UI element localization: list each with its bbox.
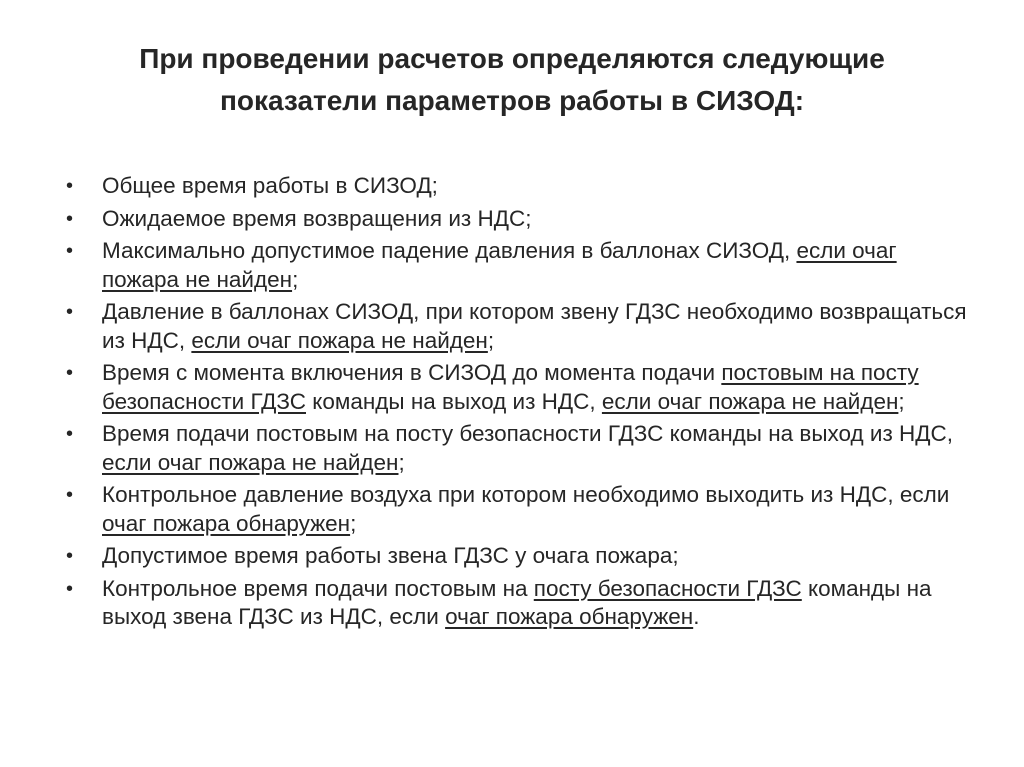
bullet-item <box>62 237 974 294</box>
text-segment: ; <box>292 266 299 292</box>
text-segment: ; <box>487 327 495 353</box>
bullet-item <box>62 172 974 201</box>
text-segment: Контрольное время подачи постовым на <box>102 575 534 601</box>
bullet-dot-icon: • <box>66 175 74 197</box>
bullet-item <box>62 420 974 477</box>
bullet-item <box>62 359 974 416</box>
bullet-dot-icon: • <box>66 362 74 384</box>
text-segment: ; <box>350 510 357 536</box>
text-segment: Контрольное давление воздуха при котором необходимо выходить из НДС, если <box>102 482 950 507</box>
bullet-item <box>62 481 974 538</box>
underlined-phrase: очаг пожара обнаружен <box>102 510 351 536</box>
bullet-text <box>102 299 967 353</box>
bullet-text <box>102 482 949 536</box>
text-segment: ; <box>898 388 905 414</box>
underlined-phrase: если очаг пожара не найден <box>102 449 399 475</box>
slide-title <box>60 38 964 122</box>
text-segment: Ожидаемое время возвращения из НДС; <box>102 205 532 231</box>
text-segment: Допустимое время работы звена ГДЗС у очага пожара; <box>102 543 679 568</box>
text-segment: Время с момента включения в СИЗОД до момента подачи <box>102 360 722 385</box>
underlined-phrase: очаг пожара обнаружен <box>445 604 694 629</box>
bullet-text <box>102 576 932 630</box>
underlined-phrase: постовым на посту безопасности ГДЗС <box>102 360 919 414</box>
text-segment: Время подачи постовым на посту безопасности ГДЗС команды на выход из НДС, <box>102 421 954 446</box>
bullet-dot-icon: • <box>66 207 74 230</box>
bullet-dot-icon: • <box>66 577 74 600</box>
text-segment: Давление в баллонах СИЗОД, при котором звену ГДЗС необходимо возвращаться из НДС, <box>102 299 967 353</box>
bullet-dot-icon: • <box>66 240 74 262</box>
bullet-dot-icon: • <box>66 301 74 323</box>
bullet-dot-icon: • <box>66 423 74 445</box>
bullet-item <box>62 542 974 571</box>
bullet-item <box>62 205 974 234</box>
title-line-1: При проведении расчетов определяются следующие <box>139 43 885 74</box>
text-segment: . <box>693 604 700 629</box>
bullet-text <box>102 360 919 414</box>
underlined-phrase: если очаг пожара не найден <box>191 327 488 353</box>
text-segment: Максимально допустимое падение давления в баллонах СИЗОД, <box>102 238 797 263</box>
text-segment: команды на выход из НДС, <box>306 388 602 414</box>
underlined-phrase: если очаг пожара не найден <box>601 388 899 414</box>
bullet-text <box>102 173 438 198</box>
text-segment: команды на выход звена ГДЗС из НДС, если <box>102 575 932 629</box>
underlined-phrase: если очаг пожара не найден <box>102 238 897 292</box>
bullet-item <box>62 575 974 632</box>
bullet-dot-icon: • <box>66 545 74 567</box>
bullet-dot-icon: • <box>66 484 74 506</box>
bullet-text <box>102 206 532 231</box>
bullet-list <box>62 172 974 636</box>
bullet-item <box>62 298 974 355</box>
text-segment: ; <box>398 449 405 475</box>
bullet-text <box>102 238 897 292</box>
bullet-text <box>102 421 953 475</box>
text-segment: Общее время работы в СИЗОД; <box>102 173 438 198</box>
underlined-phrase: посту безопасности ГДЗС <box>533 575 802 601</box>
title-line-2: показатели параметров работы в СИЗОД: <box>219 85 805 116</box>
bullet-text <box>102 543 679 568</box>
